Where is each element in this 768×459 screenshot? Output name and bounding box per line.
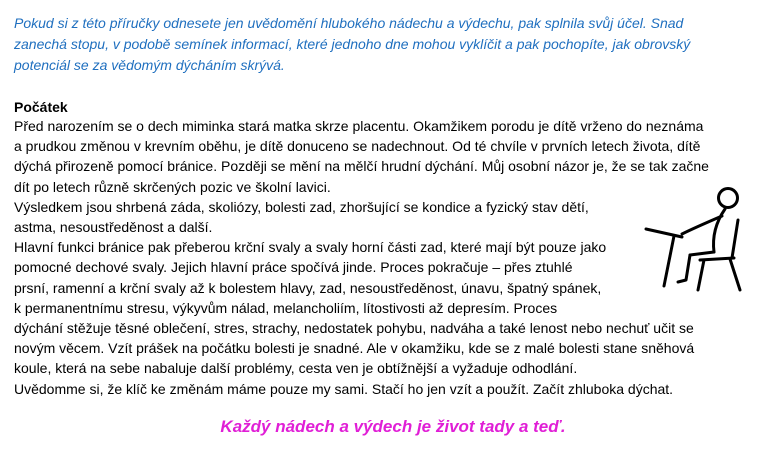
body-line: novým věcem. Vzít prášek na počátku bolesti je snadné. Ale v okamžiku, kde se z malé bolesti stane sněhová	[14, 340, 695, 357]
body-line: dýchá přirozeně pomocí bránice. Později se mění na mělčí hrudní dýchání. Můj osobní názor je, že se tak začne	[14, 158, 709, 175]
body-line: Hlavní funkci bránice pak přeberou krční svaly a svaly horní části zad, které mají být pouze jako	[14, 239, 607, 256]
body-line: dýchání stěžuje těsné oblečení, stres, strachy, nedostatek pohybu, nadváha a také lenost nebo nechuť učit se	[14, 320, 694, 337]
body-line: dít po letech různě skrčených pozic ve školní lavici.	[14, 178, 331, 195]
section-heading: Počátek	[14, 99, 68, 115]
body-line: Výsledkem jsou shrbená záda, skoliózy, bolesti zad, zhoršující se kondice a fyzický stav dětí,	[14, 198, 589, 215]
body-line: koule, která na sebe nabaluje další problémy, cesta ven je obtížnější a vyžaduje odhodlání.	[14, 360, 578, 377]
body-line: Před narozením se o dech miminka stará matka skrze placentu. Okamžikem porodu je dítě vrženo do neznáma	[14, 118, 704, 134]
body-line: astma, nesoustředěnost a další.	[14, 219, 213, 236]
intro-line: Pokud si z této příručky odnesete jen uvědomění hlubokého nádechu a výdechu, pak splnila svůj účel. Snad	[14, 15, 684, 31]
body-line: a prudkou změnou v krevním oběhu, je dítě donuceno se nadechnout. Od té chvíle v prvních letech života, dítě	[14, 138, 701, 155]
body-line: Uvědomme si, že klíč ke změnám máme pouze my sami. Stačí ho jen vzít a použít. Začít zhluboka dýchat.	[14, 380, 674, 397]
body-line: k permanentnímu stresu, výkyvům nálad, melancholiím, lítostivosti až depresím. Proces	[14, 299, 558, 316]
intro-line: zanechá stopu, v podobě semínek informací, které jednoho dne mohou vyklíčit a pak pochopíte, jak obrovský	[14, 36, 691, 52]
body-line: prsní, ramenní a krční svaly až k bolestem hlavy, zad, nesoustředěnost, únavu, špatný spánek,	[14, 279, 602, 296]
hunched-desk-figure-icon	[642, 182, 757, 294]
intro-paragraph	[14, 13, 754, 76]
intro-line: potenciál se za vědomým dýcháním skrývá.	[14, 57, 285, 73]
body-line: pomocné dechové svaly. Jejich hlavní práce spočívá jinde. Proces pokračuje – přes ztuhlé	[14, 259, 573, 276]
closing-quote: Každý nádech a výdech je život tady a teď.	[220, 417, 566, 436]
